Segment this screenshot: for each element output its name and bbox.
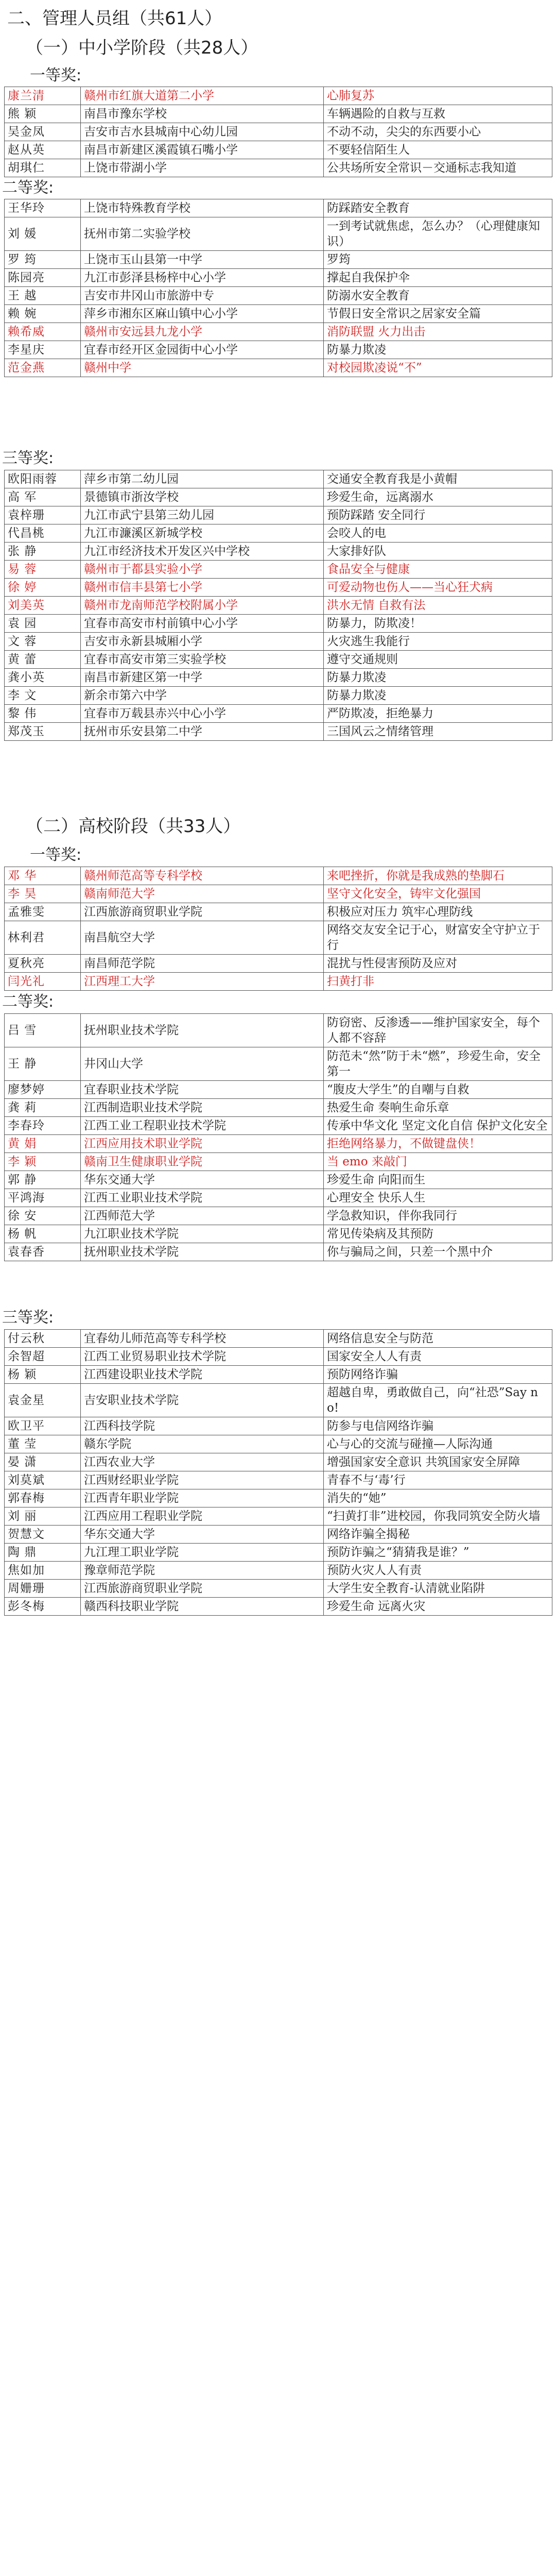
- table-row: [5, 87, 552, 105]
- award-level-label: 二等奖:: [2, 179, 54, 197]
- school-cell: 井冈山大学: [81, 1047, 324, 1081]
- table-row: [5, 1189, 552, 1207]
- school-cell: 宜春市高安市村前镇中心小学: [81, 615, 324, 633]
- school-cell: 九江理工职业学院: [81, 1544, 324, 1562]
- table-row: [5, 1526, 552, 1544]
- table-row: [5, 1099, 552, 1117]
- school-cell: 南昌航空大学: [81, 921, 324, 955]
- winner-name-cell: 王华玲: [5, 199, 81, 217]
- table-row: [5, 1417, 552, 1435]
- school-cell: 吉安市永新县城厢小学: [81, 633, 324, 651]
- table-row: [5, 1225, 552, 1243]
- winner-name-cell: 陶 鼎: [5, 1544, 81, 1562]
- school-cell: 宜春市高安市第三实验学校: [81, 651, 324, 669]
- school-cell: 九江市濂溪区新城学校: [81, 524, 324, 543]
- work-title-cell: 食品安全与健康: [324, 561, 552, 579]
- winner-name-cell: 文 蓉: [5, 633, 81, 651]
- school-cell: 上饶市特殊教育学校: [81, 199, 324, 217]
- table-row: [5, 579, 552, 597]
- work-title-cell: 交通安全教育我是小黄帽: [324, 470, 552, 488]
- winner-name-cell: 赖希威: [5, 323, 81, 341]
- school-cell: 景德镇市浙汝学校: [81, 488, 324, 506]
- school-cell: 赣南师范大学: [81, 885, 324, 903]
- school-cell: 抚州职业技术学院: [81, 1243, 324, 1261]
- school-cell: 赣东学院: [81, 1435, 324, 1453]
- table-row: [5, 561, 552, 579]
- winner-name-cell: 郭 静: [5, 1171, 81, 1189]
- school-cell: 赣州市红旗大道第二小学: [81, 87, 324, 105]
- work-title-cell: 预防网络诈骗: [324, 1366, 552, 1384]
- award-table: [4, 1013, 552, 1261]
- winner-name-cell: 张 静: [5, 543, 81, 561]
- winner-name-cell: 郭春梅: [5, 1489, 81, 1507]
- work-title-cell: 防溺水安全教育: [324, 287, 552, 305]
- table-row: [5, 633, 552, 651]
- table-row: [5, 1330, 552, 1348]
- award-table: [4, 470, 552, 741]
- award-level-label: 三等奖:: [2, 1309, 54, 1327]
- winner-name-cell: 罗 筠: [5, 251, 81, 269]
- award-level-label: 三等奖:: [2, 449, 54, 467]
- award-table: [4, 199, 552, 377]
- work-title-cell: 珍爱生命，远离溺水: [324, 488, 552, 506]
- work-title-cell: 公共场所安全常识－交通标志我知道: [324, 159, 552, 177]
- work-title-cell: 预防火灾人人有责: [324, 1562, 552, 1580]
- winner-name-cell: 袁梓珊: [5, 506, 81, 524]
- winner-name-cell: 袁春香: [5, 1243, 81, 1261]
- winner-name-cell: 闫光礼: [5, 973, 81, 991]
- school-cell: 九江市武宁县第三幼儿园: [81, 506, 324, 524]
- table-row: [5, 305, 552, 323]
- table-row: [5, 1598, 552, 1616]
- work-title-cell: 大学生安全教育-认清就业陷阱: [324, 1580, 552, 1598]
- work-title-cell: 当 emo 来敲门: [324, 1153, 552, 1171]
- school-cell: 华东交通大学: [81, 1526, 324, 1544]
- school-cell: 宜春市万载县赤兴中心小学: [81, 705, 324, 723]
- school-cell: 九江市彭泽县杨梓中心小学: [81, 269, 324, 287]
- school-cell: 南昌市新建区第一中学: [81, 669, 324, 687]
- work-title-cell: 防窃密、反渗透——维护国家安全，每个人都不容辞: [324, 1014, 552, 1047]
- work-title-cell: 不动不动，尖尖的东西要小心: [324, 123, 552, 141]
- table-row: [5, 669, 552, 687]
- table-row: [5, 1384, 552, 1417]
- winner-name-cell: 杨 帆: [5, 1225, 81, 1243]
- school-cell: 赣州中学: [81, 359, 324, 377]
- table-row: [5, 1117, 552, 1135]
- winner-name-cell: 刘 丽: [5, 1507, 81, 1526]
- winner-name-cell: 黎 伟: [5, 705, 81, 723]
- winner-name-cell: 陈园亮: [5, 269, 81, 287]
- table-row: [5, 323, 552, 341]
- work-title-cell: 可爱动物也伤人——当心狂犬病: [324, 579, 552, 597]
- winner-name-cell: 赖 婉: [5, 305, 81, 323]
- winner-name-cell: 夏秋亮: [5, 955, 81, 973]
- school-cell: 赣西科技职业学院: [81, 1598, 324, 1616]
- table-row: [5, 1014, 552, 1047]
- winner-name-cell: 范金燕: [5, 359, 81, 377]
- table-row: [5, 524, 552, 543]
- school-cell: 赣州市龙南师范学校附属小学: [81, 597, 324, 615]
- work-title-cell: 三国风云之情绪管理: [324, 723, 552, 741]
- table-row: [5, 705, 552, 723]
- winner-name-cell: 王 越: [5, 287, 81, 305]
- work-title-cell: 防参与电信网络诈骗: [324, 1417, 552, 1435]
- work-title-cell: 严防欺凌，拒绝暴力: [324, 705, 552, 723]
- school-cell: 江西青年职业学院: [81, 1489, 324, 1507]
- school-cell: 南昌市新建区溪霞镇石嘴小学: [81, 141, 324, 159]
- table-row: [5, 287, 552, 305]
- work-title-cell: 车辆遇险的自救与互救: [324, 105, 552, 123]
- school-cell: 江西建设职业技术学院: [81, 1366, 324, 1384]
- table-row: [5, 199, 552, 217]
- school-cell: 抚州市第二实验学校: [81, 217, 324, 251]
- winner-name-cell: 易 蓉: [5, 561, 81, 579]
- school-cell: 赣州市安远县九龙小学: [81, 323, 324, 341]
- winner-name-cell: 袁金星: [5, 1384, 81, 1417]
- table-row: [5, 1435, 552, 1453]
- work-title-cell: 会咬人的电: [324, 524, 552, 543]
- work-title-cell: 预防踩踏 安全同行: [324, 506, 552, 524]
- school-cell: 江西师范大学: [81, 1207, 324, 1225]
- work-title-cell: 来吧挫折，你就是我成熟的垫脚石: [324, 867, 552, 885]
- work-title-cell: 防暴力，防欺凌！: [324, 615, 552, 633]
- table-row: [5, 1507, 552, 1526]
- school-cell: 新余市第六中学: [81, 687, 324, 705]
- work-title-cell: 传承中华文化 坚定文化自信 保护文化安全: [324, 1117, 552, 1135]
- work-title-cell: 增强国家安全意识 共筑国家安全屏障: [324, 1453, 552, 1471]
- work-title-cell: 混扰与性侵害预防及应对: [324, 955, 552, 973]
- winner-name-cell: 邓 华: [5, 867, 81, 885]
- school-cell: 江西工业职业技术学院: [81, 1189, 324, 1207]
- school-cell: 上饶市带湖小学: [81, 159, 324, 177]
- award-level-label: 一等奖:: [30, 846, 82, 864]
- award-table: [4, 87, 552, 177]
- work-title-cell: 节假日安全常识之居家安全篇: [324, 305, 552, 323]
- school-cell: 江西应用工程职业学院: [81, 1507, 324, 1526]
- school-cell: 江西制造职业技术学院: [81, 1099, 324, 1117]
- work-title-cell: 青春不与‘毒’行: [324, 1471, 552, 1489]
- work-title-cell: 罗筠: [324, 251, 552, 269]
- winner-name-cell: 彭冬梅: [5, 1598, 81, 1616]
- work-title-cell: 洪水无情 自救有法: [324, 597, 552, 615]
- work-title-cell: 防踩踏安全教育: [324, 199, 552, 217]
- table-row: [5, 1562, 552, 1580]
- school-cell: 江西理工大学: [81, 973, 324, 991]
- school-cell: 萍乡市第二幼儿园: [81, 470, 324, 488]
- table-row: [5, 141, 552, 159]
- table-row: [5, 1544, 552, 1562]
- table-row: [5, 687, 552, 705]
- school-cell: 宜春幼儿师范高等专科学校: [81, 1330, 324, 1348]
- table-row: [5, 1489, 552, 1507]
- table-row: [5, 1580, 552, 1598]
- school-cell: 南昌市豫东学校: [81, 105, 324, 123]
- table-row: [5, 955, 552, 973]
- winner-name-cell: 吴金凤: [5, 123, 81, 141]
- table-row: [5, 251, 552, 269]
- work-title-cell: 常见传染病及其预防: [324, 1225, 552, 1243]
- winner-name-cell: 龚小英: [5, 669, 81, 687]
- award-table: [4, 1329, 552, 1616]
- table-row: [5, 1081, 552, 1099]
- winner-name-cell: 贺慧文: [5, 1526, 81, 1544]
- winner-name-cell: 平鸿海: [5, 1189, 81, 1207]
- work-title-cell: 消防联盟 火力出击: [324, 323, 552, 341]
- table-row: [5, 1153, 552, 1171]
- work-title-cell: 防范未“然”防于未“燃”，珍爱生命，安全第一: [324, 1047, 552, 1081]
- school-cell: 上饶市玉山县第一中学: [81, 251, 324, 269]
- winner-name-cell: 孟雅雯: [5, 903, 81, 921]
- table-row: [5, 359, 552, 377]
- winner-name-cell: 焦如加: [5, 1562, 81, 1580]
- award-table: [4, 867, 552, 991]
- section-title: （二）高校阶段（共33人）: [26, 816, 241, 837]
- winner-name-cell: 付云秋: [5, 1330, 81, 1348]
- winner-name-cell: 董 莹: [5, 1435, 81, 1453]
- work-title-cell: 热爱生命 奏响生命乐章: [324, 1099, 552, 1117]
- winner-name-cell: 欧阳雨蓉: [5, 470, 81, 488]
- winner-name-cell: 王 静: [5, 1047, 81, 1081]
- winner-name-cell: 高 军: [5, 488, 81, 506]
- table-row: [5, 651, 552, 669]
- work-title-cell: 国家安全人人有责: [324, 1348, 552, 1366]
- winner-name-cell: 林利君: [5, 921, 81, 955]
- winner-name-cell: 黄 娟: [5, 1135, 81, 1153]
- table-row: [5, 867, 552, 885]
- work-title-cell: 消失的“她”: [324, 1489, 552, 1507]
- winner-name-cell: 余智超: [5, 1348, 81, 1366]
- work-title-cell: 遵守交通规则: [324, 651, 552, 669]
- work-title-cell: 防暴力欺凌: [324, 341, 552, 359]
- award-level-label: 二等奖:: [2, 993, 54, 1011]
- table-row: [5, 543, 552, 561]
- work-title-cell: 预防诈骗之“猜猜我是谁？”: [324, 1544, 552, 1562]
- work-title-cell: 对校园欺凌说“不”: [324, 359, 552, 377]
- school-cell: 抚州职业技术学院: [81, 1014, 324, 1047]
- table-row: [5, 1366, 552, 1384]
- work-title-cell: 一到考试就焦虑，怎么办？（心理健康知识）: [324, 217, 552, 251]
- work-title-cell: 扫黄打非: [324, 973, 552, 991]
- winner-name-cell: 郑茂玉: [5, 723, 81, 741]
- school-cell: 九江职业技术学院: [81, 1225, 324, 1243]
- table-row: [5, 1207, 552, 1225]
- winner-name-cell: 刘莫斌: [5, 1471, 81, 1489]
- group-spacer: [0, 1261, 556, 1307]
- winner-name-cell: 徐 婷: [5, 579, 81, 597]
- table-row: [5, 105, 552, 123]
- table-row: [5, 1047, 552, 1081]
- table-row: [5, 1135, 552, 1153]
- winner-name-cell: 刘 媛: [5, 217, 81, 251]
- work-title-cell: 心肺复苏: [324, 87, 552, 105]
- winner-name-cell: 廖梦婷: [5, 1081, 81, 1099]
- work-title-cell: 网络信息安全与防范: [324, 1330, 552, 1348]
- award-level-label: 一等奖:: [30, 66, 82, 84]
- work-title-cell: 坚守文化安全，铸牢文化强国: [324, 885, 552, 903]
- winner-name-cell: 李 颖: [5, 1153, 81, 1171]
- section-title: （一）中小学阶段（共28人）: [26, 38, 258, 58]
- winner-name-cell: 黄 蕾: [5, 651, 81, 669]
- work-title-cell: 珍爱生命 向阳而生: [324, 1171, 552, 1189]
- table-row: [5, 723, 552, 741]
- table-row: [5, 488, 552, 506]
- work-title-cell: 心理安全 快乐人生: [324, 1189, 552, 1207]
- table-row: [5, 506, 552, 524]
- work-title-cell: “扫黄打非”进校园，你我同筑安全防火墙: [324, 1507, 552, 1526]
- work-title-cell: 积极应对压力 筑牢心理防线: [324, 903, 552, 921]
- school-cell: 九江市经济技术开发区兴中学校: [81, 543, 324, 561]
- school-cell: 江西旅游商贸职业学院: [81, 903, 324, 921]
- table-row: [5, 973, 552, 991]
- school-cell: 赣州师范高等专科学校: [81, 867, 324, 885]
- table-row: [5, 885, 552, 903]
- school-cell: 赣南卫生健康职业学院: [81, 1153, 324, 1171]
- school-cell: 江西工业贸易职业技术学院: [81, 1348, 324, 1366]
- school-cell: 吉安市井冈山市旅游中专: [81, 287, 324, 305]
- work-title-cell: 火灾逃生我能行: [324, 633, 552, 651]
- winner-name-cell: 袁 园: [5, 615, 81, 633]
- table-row: [5, 217, 552, 251]
- winner-name-cell: 康兰清: [5, 87, 81, 105]
- winner-name-cell: 胡琪仁: [5, 159, 81, 177]
- school-cell: 萍乡市湘东区麻山镇中心小学: [81, 305, 324, 323]
- table-row: [5, 1453, 552, 1471]
- school-cell: 江西旅游商贸职业学院: [81, 1580, 324, 1598]
- table-row: [5, 470, 552, 488]
- winner-name-cell: 熊 颖: [5, 105, 81, 123]
- work-title-cell: 心与心的交流与碰撞—人际沟通: [324, 1435, 552, 1453]
- work-title-cell: 网络交友安全记于心，财富安全守护立于行: [324, 921, 552, 955]
- winner-name-cell: 欧卫平: [5, 1417, 81, 1435]
- group-spacer: [0, 377, 556, 447]
- school-cell: 吉安市吉水县城南中心幼儿园: [81, 123, 324, 141]
- school-cell: 豫章师范学院: [81, 1562, 324, 1580]
- work-title-cell: 超越自卑，勇敢做自己，向“社恐”Say no!: [324, 1384, 552, 1417]
- table-row: [5, 921, 552, 955]
- winner-name-cell: 杨 颖: [5, 1366, 81, 1384]
- school-cell: 南昌师范学院: [81, 955, 324, 973]
- winner-name-cell: 赵从英: [5, 141, 81, 159]
- winner-name-cell: 徐 安: [5, 1207, 81, 1225]
- work-title-cell: 拒绝网络暴力，不做键盘侠！: [324, 1135, 552, 1153]
- winner-name-cell: 吕 雪: [5, 1014, 81, 1047]
- school-cell: 赣州市于都县实验小学: [81, 561, 324, 579]
- winner-name-cell: 代昌桃: [5, 524, 81, 543]
- work-title-cell: 网络诈骗全揭秘: [324, 1526, 552, 1544]
- document-title: 二、管理人员组（共61人）: [7, 8, 222, 29]
- school-cell: 华东交通大学: [81, 1171, 324, 1189]
- school-cell: 江西农业大学: [81, 1453, 324, 1471]
- table-row: [5, 903, 552, 921]
- section-spacer: [0, 741, 556, 811]
- table-row: [5, 269, 552, 287]
- winner-name-cell: 李 昊: [5, 885, 81, 903]
- section-spacer: [0, 29, 556, 33]
- school-cell: 江西工业工程职业技术学院: [81, 1117, 324, 1135]
- work-title-cell: 你与骗局之间，只差一个黑中介: [324, 1243, 552, 1261]
- school-cell: 吉安职业技术学院: [81, 1384, 324, 1417]
- table-row: [5, 1348, 552, 1366]
- winner-name-cell: 李 文: [5, 687, 81, 705]
- school-cell: 赣州市信丰县第七小学: [81, 579, 324, 597]
- table-row: [5, 1171, 552, 1189]
- school-cell: 宜春市经开区金园街中心小学: [81, 341, 324, 359]
- winner-name-cell: 李星庆: [5, 341, 81, 359]
- winner-name-cell: 龚 莉: [5, 1099, 81, 1117]
- school-cell: 宜春职业技术学院: [81, 1081, 324, 1099]
- school-cell: 江西财经职业学院: [81, 1471, 324, 1489]
- school-cell: 江西应用技术职业学院: [81, 1135, 324, 1153]
- table-row: [5, 1243, 552, 1261]
- winner-name-cell: 李春玲: [5, 1117, 81, 1135]
- work-title-cell: 防暴力欺凌: [324, 669, 552, 687]
- table-row: [5, 1471, 552, 1489]
- table-row: [5, 341, 552, 359]
- table-row: [5, 615, 552, 633]
- work-title-cell: 珍爱生命 远离火灾: [324, 1598, 552, 1616]
- winner-name-cell: 晏 潇: [5, 1453, 81, 1471]
- work-title-cell: 不要轻信陌生人: [324, 141, 552, 159]
- winner-name-cell: 刘美英: [5, 597, 81, 615]
- school-cell: 抚州市乐安县第二中学: [81, 723, 324, 741]
- table-row: [5, 159, 552, 177]
- work-title-cell: “腹皮大学生”的自嘲与自救: [324, 1081, 552, 1099]
- winner-name-cell: 周姗珊: [5, 1580, 81, 1598]
- work-title-cell: 防暴力欺凌: [324, 687, 552, 705]
- work-title-cell: 撑起自我保护伞: [324, 269, 552, 287]
- work-title-cell: 大家排好队: [324, 543, 552, 561]
- table-row: [5, 597, 552, 615]
- school-cell: 江西科技学院: [81, 1417, 324, 1435]
- work-title-cell: 学急救知识，伴你我同行: [324, 1207, 552, 1225]
- table-row: [5, 123, 552, 141]
